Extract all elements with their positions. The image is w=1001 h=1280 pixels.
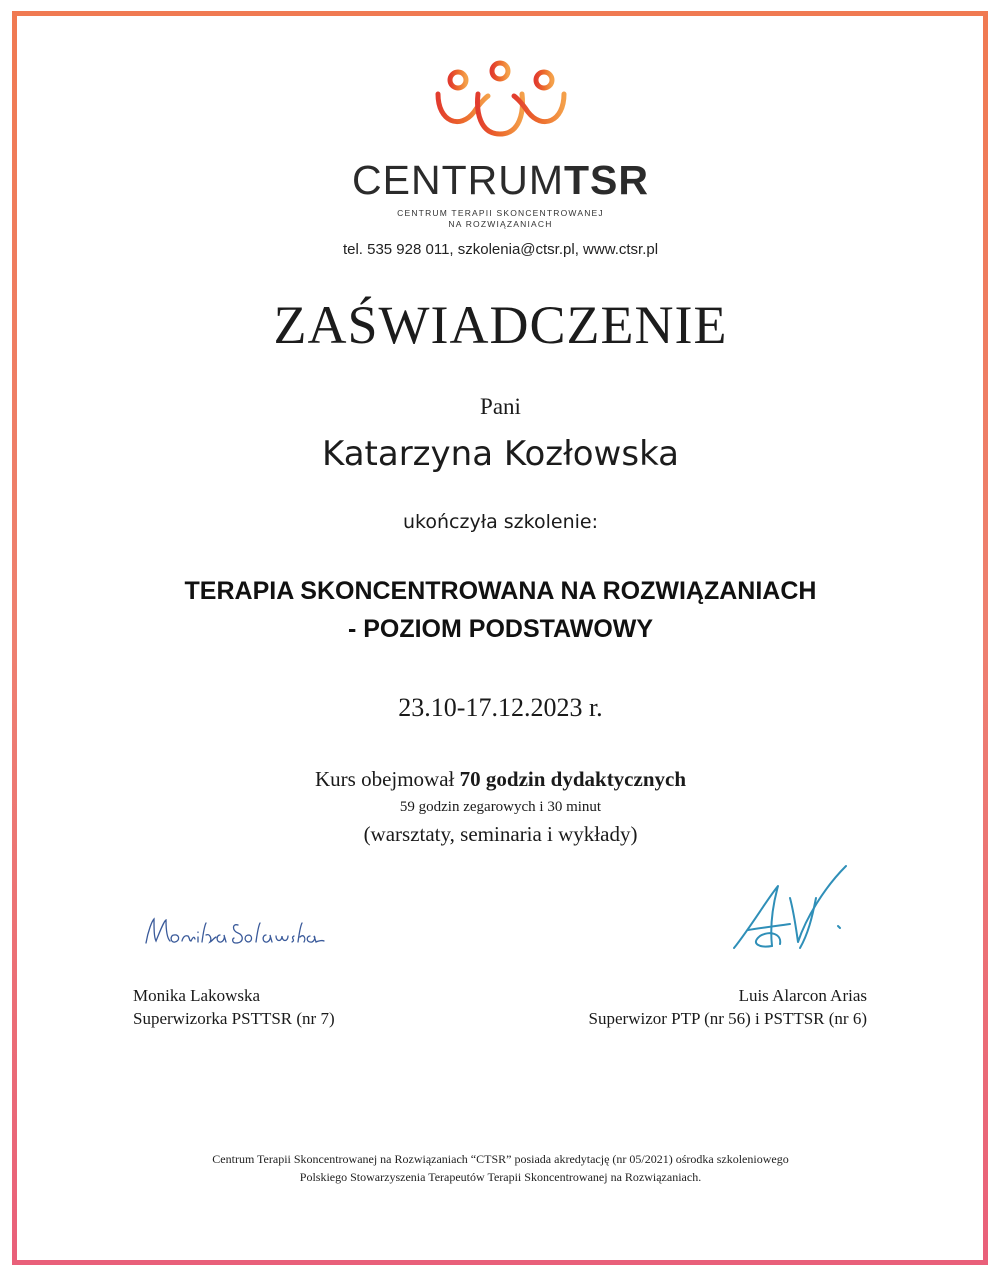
footer-line1: Centrum Terapii Skoncentrowanej na Rozwiązaniach “CTSR” posiada akredytację (nr 05/2021) ośrodka szkoleniowego [212, 1152, 789, 1166]
document-title: ZAŚWIADCZENIE [273, 295, 728, 355]
right-signer [589, 984, 867, 1030]
recipient-name: Katarzyna Kozłowska [322, 434, 679, 474]
course-dates: 23.10-17.12.2023 r. [398, 693, 603, 722]
left-signer [133, 984, 335, 1030]
contact-info: tel. 535 928 011, szkolenia@ctsr.pl, www.ctsr.pl [342, 241, 659, 258]
right-signature [720, 858, 860, 958]
left-signature [140, 905, 330, 955]
ctsr-logo-icon [430, 60, 572, 142]
right-signer-role: Superwizor PTP (nr 56) i PSTTSR (nr 6) [588, 1009, 867, 1028]
course-hours-types: (warsztaty, seminaria i wykłady) [363, 822, 638, 846]
left-signer-name: Monika Lakowska [133, 986, 261, 1005]
hours-prefix: Kurs obejmował [314, 767, 460, 791]
right-signer-name: Luis Alarcon Arias [738, 986, 867, 1005]
course-title-line1: TERAPIA SKONCENTROWANA NA ROZWIĄZANIACH [184, 577, 817, 605]
salutation: Pani [480, 394, 521, 419]
brand-subtitle [0, 208, 1001, 230]
brand-name-part2: TSR [563, 157, 649, 203]
left-signer-role: Superwizorka PSTTSR (nr 7) [133, 1009, 335, 1028]
course-title [0, 572, 1001, 648]
hours-bold: 70 godzin dydaktycznych [459, 767, 687, 791]
brand-subtitle-line1: CENTRUM TERAPII SKONCENTROWANEJ [397, 208, 604, 218]
course-hours-detail: 59 godzin zegarowych i 30 minut [399, 799, 602, 815]
completed-text: ukończyła szkolenie: [403, 511, 598, 533]
course-title-line2: - POZIOM PODSTAWOWY [347, 615, 654, 643]
brand-name-part1: CENTRUM [352, 157, 564, 203]
brand-name [0, 157, 1001, 204]
brand-subtitle-line2: NA ROZWIĄZANIACH [448, 219, 553, 229]
footer-line2: Polskiego Stowarzyszenia Terapeutów Terapii Skoncentrowanej na Rozwiązaniach. [299, 1170, 702, 1184]
course-hours [0, 767, 1001, 792]
accreditation-footer [0, 1150, 1001, 1186]
